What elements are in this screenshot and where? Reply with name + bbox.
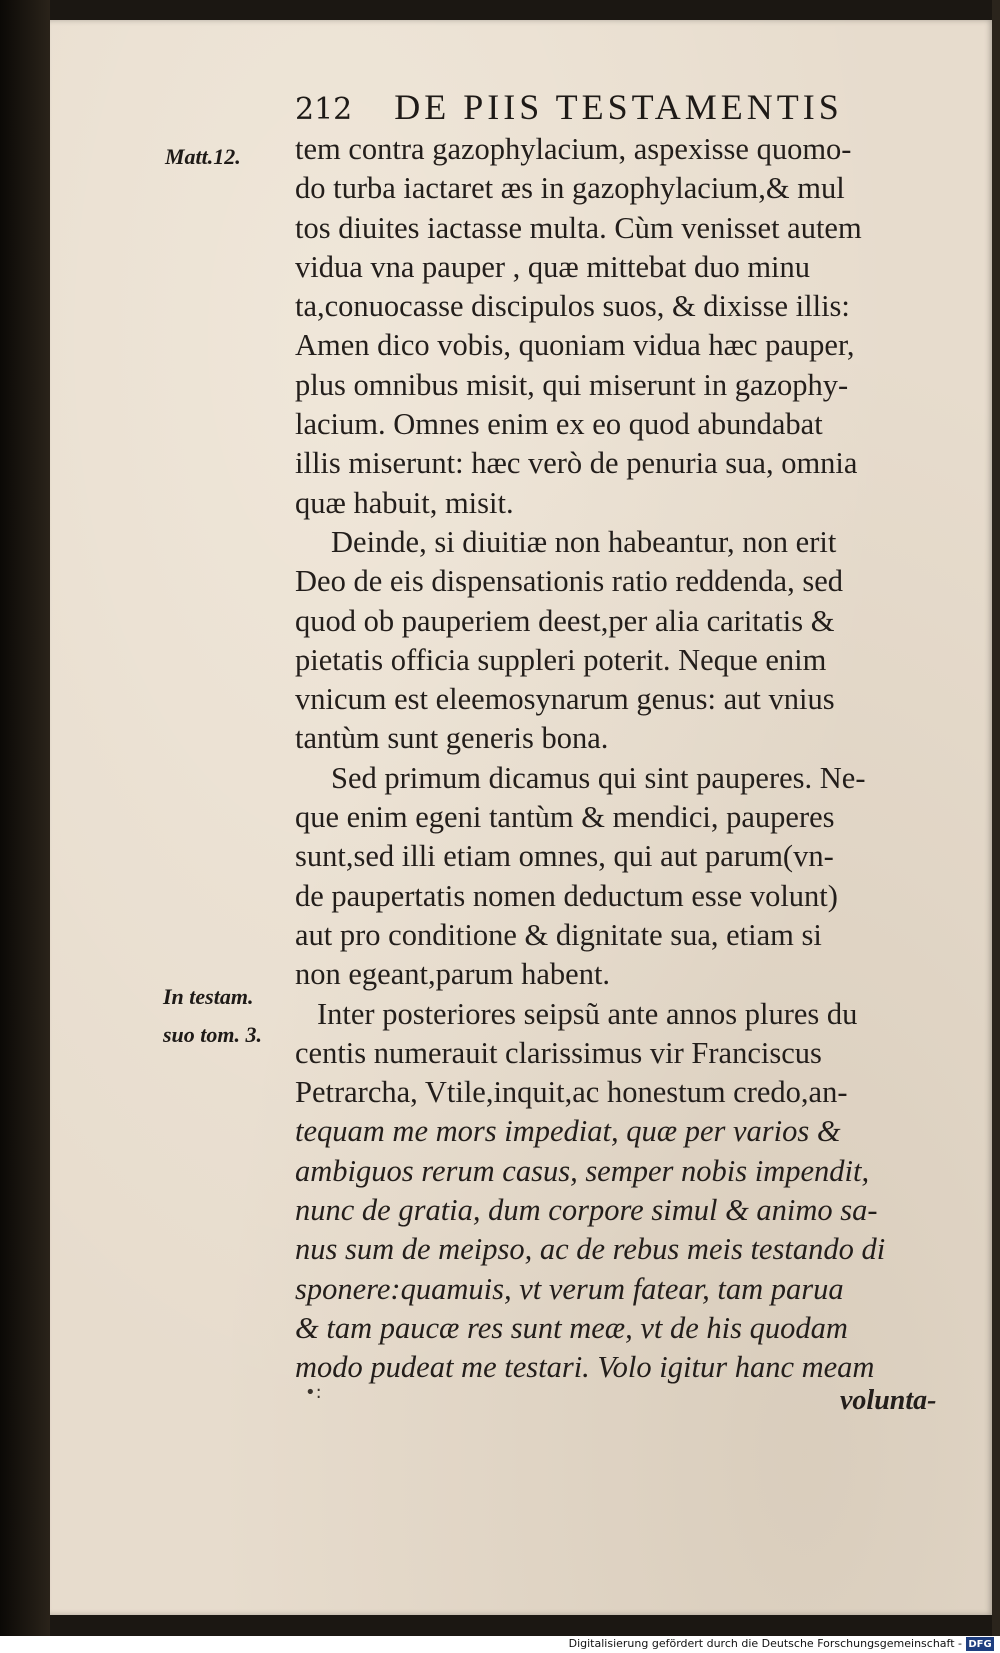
text-line: tem contra gazophylacium, aspexisse quomo- (295, 132, 852, 166)
catchword: volunta- (840, 1385, 937, 1416)
body-text (295, 130, 965, 1388)
text-line: non egeant,parum habent. (295, 957, 611, 992)
text-line: ta,conuocasse discipulos suos, & dixisse illis: (295, 289, 850, 324)
text-line: plus omnibus misit, qui miserunt in gazophy- (295, 367, 849, 402)
text-line: vnicum est eleemosynarum genus: aut vnius (295, 682, 835, 717)
text-line: quod ob pauperiem deest,per alia caritatis & (295, 603, 835, 638)
text-line: que enim egeni tantùm & mendici, pauperes (295, 800, 835, 835)
margin-note-reference: Matt.12. (165, 144, 241, 169)
text-line: illis miserunt: hæc verò de penuria sua, omnia (295, 446, 858, 481)
text-line-italic: & tam paucæ res sunt meæ, vt de his quodam (295, 1310, 848, 1345)
text-line: vidua vna pauper , quæ mittebat duo minu (295, 249, 811, 284)
text-line: Inter posteriores seipsũ ante annos plures du (317, 996, 858, 1031)
text-line: tantùm sunt generis bona. (295, 721, 609, 756)
text-line: lacium. Omnes enim ex eo quod abundabat (295, 407, 823, 442)
text-line: Sed primum dicamus qui sint pauperes. Ne- (331, 760, 866, 795)
text-line: Petrarcha, Vtile,inquit,ac honestum credo,an- (295, 1075, 848, 1110)
page-number: 212 (295, 92, 353, 127)
page-edge-shadow (992, 0, 1000, 1653)
text-line-italic: tequam me mors impediat, quæ per varios & (295, 1114, 841, 1149)
margin-note-reference-2 (163, 978, 262, 1054)
running-title: DE PIIS TESTAMENTIS (394, 87, 843, 127)
footer-credit: Digitalisierung gefördert durch die Deutsche Forschungsgemeinschaft - (568, 1637, 962, 1650)
text-line-italic: nus sum de meipso, ac de rebus meis testando di (295, 1232, 886, 1267)
text-line: Amen dico vobis, quoniam vidua hæc pauper, (295, 328, 855, 363)
signature-mark: •: (305, 1382, 322, 1403)
text-line: tos diuites iactasse multa. Cùm venisset autem (295, 210, 862, 245)
text-line-italic: modo pudeat me testari. Volo igitur hanc meam (295, 1350, 875, 1385)
text-line: pietatis officia suppleri poterit. Neque enim (295, 642, 827, 677)
text-line: centis numerauit clarissimus vir Franciscus (295, 1035, 822, 1070)
dfg-logo-icon: DFG (966, 1637, 994, 1651)
text-line-italic: nunc de gratia, dum corpore simul & animo sa- (295, 1193, 878, 1228)
text-line: quæ habuit, misit. (295, 485, 514, 520)
book-spine-shadow (0, 0, 50, 1653)
text-line: Deinde, si diuitiæ non habeantur, non erit (331, 524, 837, 559)
page-header (295, 86, 895, 130)
text-line: aut pro conditione & dignitate sua, etiam si (295, 917, 822, 952)
margin-note-line: suo tom. 3. (163, 1022, 263, 1047)
margin-note-line: In testam. (163, 984, 254, 1009)
text-line: sunt,sed illi etiam omnes, qui aut parum(vn- (295, 839, 834, 874)
text-line: de paupertatis nomen deductum esse volunt) (295, 878, 838, 913)
text-line: do turba iactaret æs in gazophylacium,& mul (295, 171, 845, 206)
text-line-italic: ambiguos rerum casus, semper nobis impendit, (295, 1153, 870, 1188)
text-line-italic: sponere:quamuis, vt verum fatear, tam parua (295, 1271, 844, 1306)
text-line: Deo de eis dispensationis ratio reddenda, sed (295, 564, 844, 599)
